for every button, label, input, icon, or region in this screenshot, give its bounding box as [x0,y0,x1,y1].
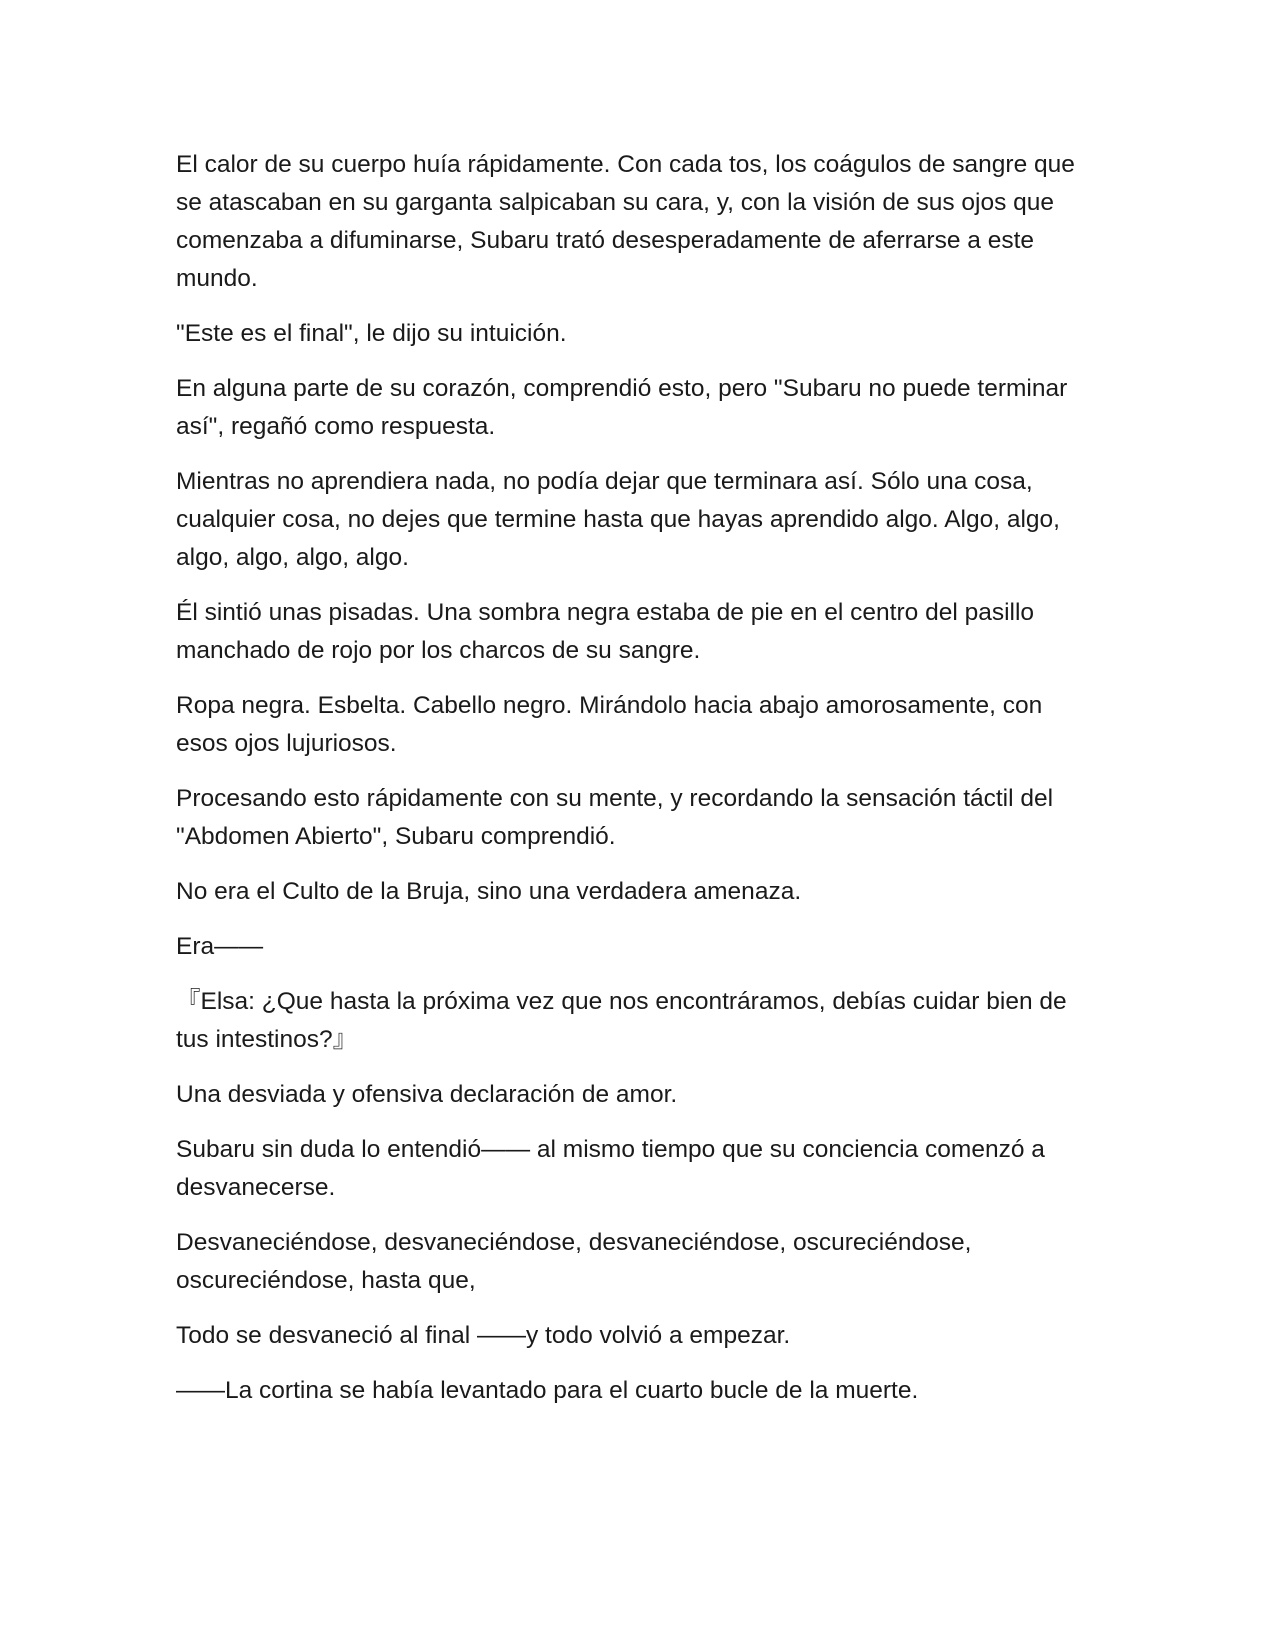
paragraph-4: Mientras no aprendiera nada, no podía dejar que terminara así. Sólo una cosa, cualquier cosa, no dejes que termine hasta que hayas aprendido algo. Algo, algo, algo, algo, algo, algo. [176,468,1060,571]
paragraph-9: Era—— [176,933,264,960]
paragraph-6: Ropa negra. Esbelta. Cabello negro. Mirándolo hacia abajo amorosamente, con esos ojos lujuriosos. [176,692,1043,757]
paragraph-2: "Este es el final", le dijo su intuición. [176,320,567,347]
paragraph-13: Desvaneciéndose, desvaneciéndose, desvaneciéndose, oscureciéndose, oscureciéndose, hasta que, [176,1229,972,1294]
document-body [176,146,1096,1427]
paragraph-11: Una desviada y ofensiva declaración de amor. [176,1081,678,1108]
paragraph-15: ——La cortina se había levantado para el cuarto bucle de la muerte. [176,1377,919,1404]
paragraph-8: No era el Culto de la Bruja, sino una verdadera amenaza. [176,878,802,905]
paragraph-5: Él sintió unas pisadas. Una sombra negra estaba de pie en el centro del pasillo manchado de rojo por los charcos de su sangre. [176,599,1035,664]
paragraph-14: Todo se desvaneció al final ——y todo volvió a empezar. [176,1322,791,1349]
paragraph-3: En alguna parte de su corazón, comprendió esto, pero "Subaru no puede terminar así", regañó como respuesta. [176,375,1068,440]
paragraph-1: El calor de su cuerpo huía rápidamente. Con cada tos, los coágulos de sangre que se atascaban en su garganta salpicaban su cara, y, con la visión de sus ojos que comenzaba a difuminarse, Subaru trató desesperadamente de aferrarse a este mundo. [176,151,1075,292]
paragraph-10: 『Elsa: ¿Que hasta la próxima vez que nos encontráramos, debías cuidar bien de tus intestinos?』 [176,988,1067,1053]
paragraph-7: Procesando esto rápidamente con su mente, y recordando la sensación táctil del "Abdomen Abierto", Subaru comprendió. [176,785,1054,850]
paragraph-12: Subaru sin duda lo entendió—— al mismo tiempo que su conciencia comenzó a desvanecerse. [176,1136,1045,1201]
